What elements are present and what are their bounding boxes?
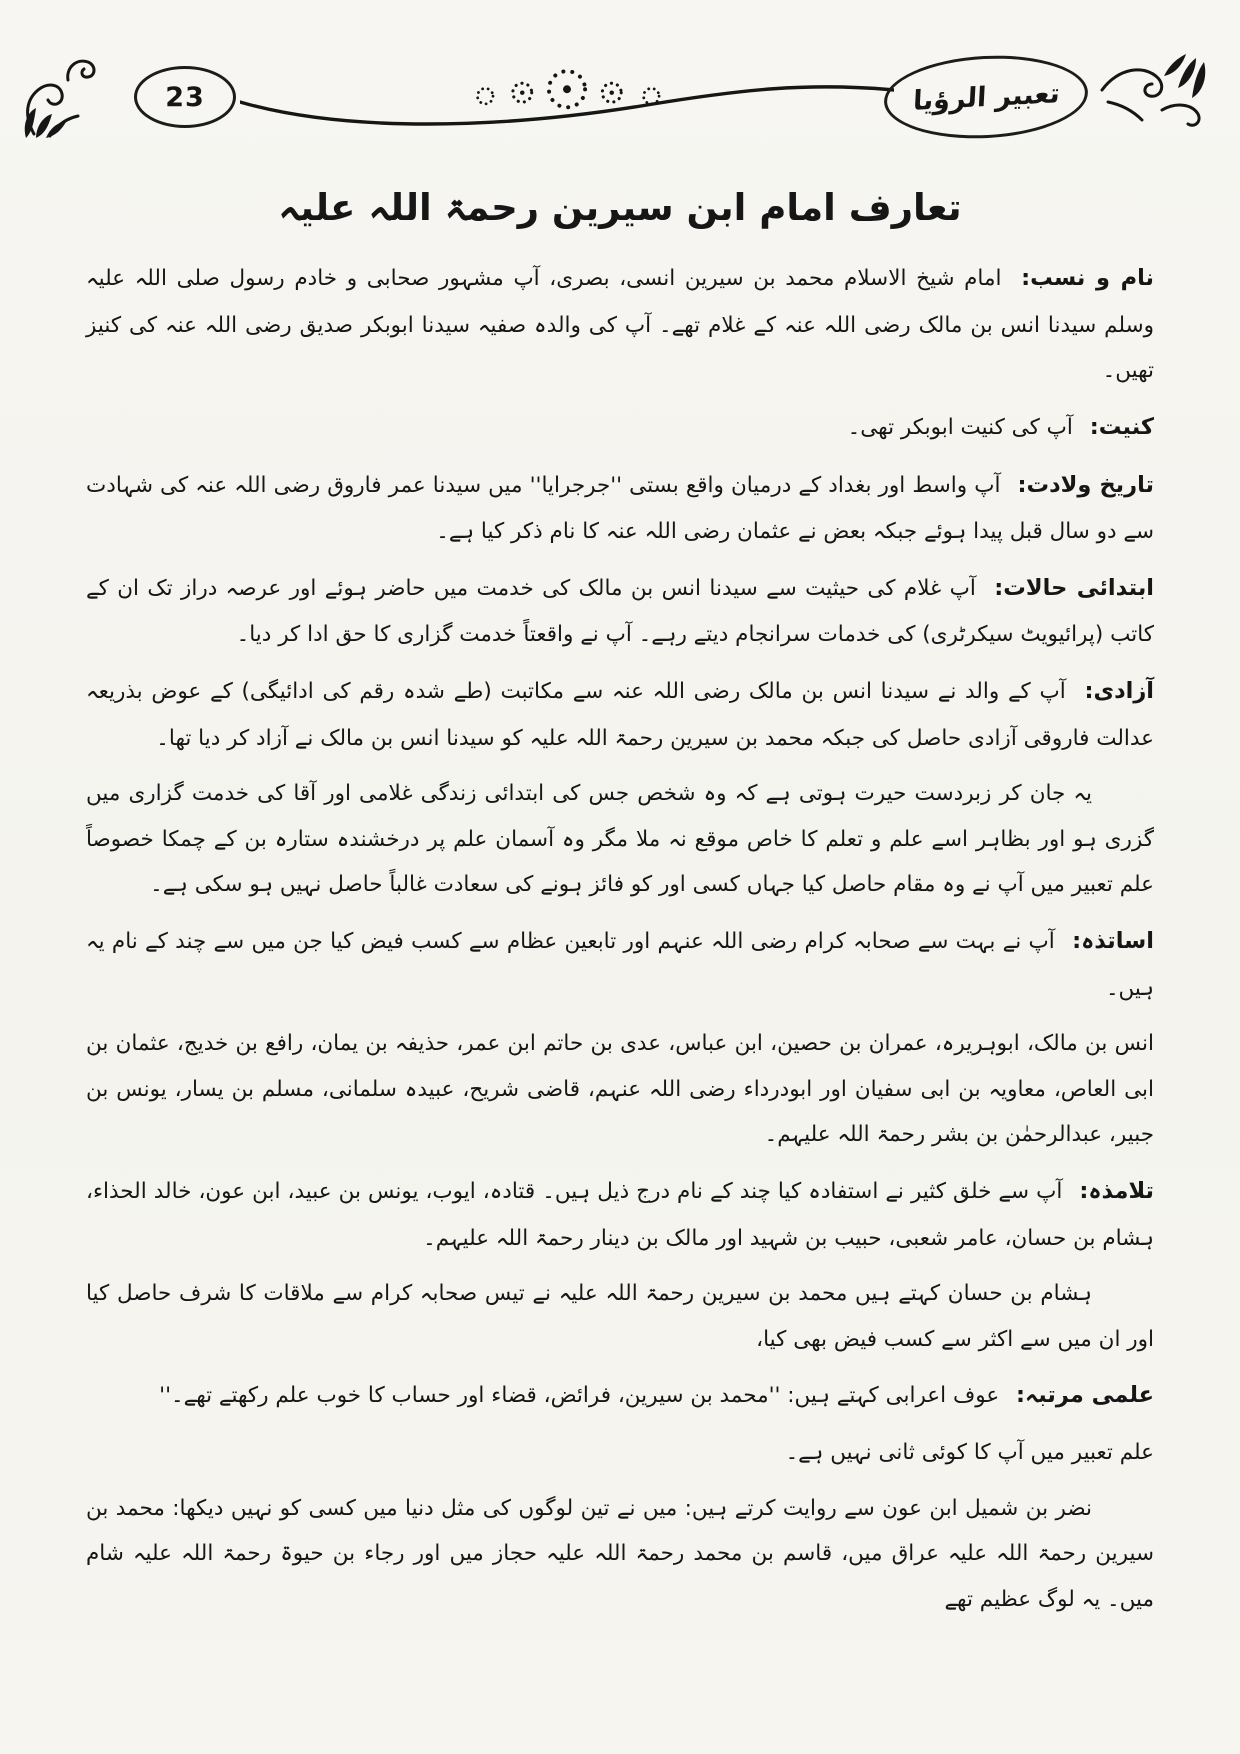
section-text: آپ واسط اور بغداد کے درمیان واقع بستی ''جرجرایا'' میں سیدنا عمر فاروق رضی اللہ عنہ کی شہادت سے دو سال قبل پیدا ہوئے جبکہ بعض نے عثمان رضی اللہ عنہ کا نام ذکر کیا ہے۔ [86, 472, 1154, 545]
chapter-heading: تعارف امام ابن سیرین رحمۃ اللہ علیہ [278, 186, 962, 229]
section-text: آپ کے والد نے سیدنا انس بن مالک رضی اللہ عنہ سے مکاتبت (طے شدہ رقم کی ادائیگی) کے عوض بذریعہ عدالت فاروقی آزادی حاصل کی جبکہ محمد بن سیرین رحمۃ اللہ علیہ کو سیدنا انس بن مالک نے آزاد کر دیا تھا۔ [86, 679, 1154, 751]
paragraph-nazr-bin-shumail [86, 1486, 1154, 1623]
paragraph-hisham-bin-hassan [86, 1271, 1154, 1362]
section-label: علمی مرتبہ: [1016, 1382, 1154, 1409]
section-text: علم تعبیر میں آپ کا کوئی ثانی نہیں ہے۔ [785, 1440, 1154, 1466]
paragraph-naam-o-nasab [86, 255, 1154, 394]
section-text: آپ نے بہت سے صحابہ کرام رضی اللہ عنہم اور تابعین عظام سے کسب فیض کیا جن میں سے چند کے نام یہ ہیں۔ [86, 929, 1154, 1001]
section-text: یہ جان کر زبردست حیرت ہوتی ہے کہ وہ شخص جس کی ابتدائی زندگی غلامی اور آقا کی خدمت گزاری میں گزری ہو اور بظاہر اسے علم و تعلم کا خاص موقع نہ ملا مگر وہ آسمان علم پر درخشندہ ستارہ بن کے چمکا خصوصاً علم تعبیر میں آپ نے وہ مقام حاصل کیا جہاں کسی اور کو فائز ہونے کی سعادت غالباً حاصل نہیں ہو سکی ہے۔ [86, 781, 1154, 898]
header-divider [240, 52, 894, 142]
paragraph-hairat [86, 771, 1154, 908]
book-title-cartouche [882, 51, 1090, 144]
section-label: تلامذہ: [1079, 1178, 1154, 1205]
floral-flourish-left-icon [20, 50, 130, 144]
paragraph-ilm-tabeer [86, 1430, 1154, 1476]
section-text: آپ غلام کی حیثیت سے سیدنا انس بن مالک کی خدمت میں حاضر ہوئے اور عرصہ دراز تک ان کے کاتب (پرائیویٹ سیکرٹری) کی خدمات سرانجام دیتے رہے۔ آپ نے واقعتاً خدمت گزاری کا حق ادا کر دیا۔ [86, 575, 1154, 648]
floral-flourish-right-icon [1092, 50, 1212, 144]
section-text: ہشام بن حسان کہتے ہیں محمد بن سیرین رحمۃ اللہ علیہ نے تیس صحابہ کرام سے ملاقات کا شرف حاصل کیا اور ان میں سے اکثر سے کسب فیض بھی کیا، [86, 1281, 1154, 1352]
section-label: اساتذہ: [1072, 928, 1154, 955]
section-label: نام و نسب: [1021, 265, 1155, 291]
section-text: عوف اعرابی کہتے ہیں: ''محمد بن سیرین، فرائض، قضاء اور حساب کا خوب علم رکھتے تھے۔'' [159, 1383, 1000, 1409]
section-text: امام شیخ الاسلام محمد بن سیرین انسی، بصری، آپ مشہور صحابی و خادم رسول صلی اللہ علیہ وسلم سیدنا انس بن مالک رضی اللہ عنہ کے غلام تھے۔ آپ کی والدہ صفیہ سیدنا ابوبکر صدیق رضی اللہ عنہ کی کنیز تھیں۔ [86, 266, 1154, 384]
section-text: نضر بن شمیل ابن عون سے روایت کرتے ہیں: میں نے تین لوگوں کی مثل دنیا میں کسی کو نہیں دیکھا: محمد بن سیرین رحمۃ اللہ علیہ عراق میں، قاسم بن محمد رحمۃ اللہ علیہ حجاز میں اور رجاء بن حیوۃ رحمۃ اللہ علیہ شام میں۔ یہ لوگ عظیم تھے [86, 1495, 1154, 1612]
section-label: آزادی: [1084, 678, 1154, 705]
paragraph-ibtidai-halaat [86, 565, 1154, 658]
paragraph-talaamizah [86, 1168, 1154, 1261]
section-label: ابتدائی حالات: [994, 574, 1154, 601]
dotted-rosette-ornament-icon [240, 52, 894, 142]
section-label: تاریخ ولادت: [1017, 471, 1154, 498]
section-label: کنیت: [1089, 413, 1154, 440]
page-number-oval [134, 66, 236, 128]
section-text: آپ کی کنیت ابوبکر تھی۔ [847, 414, 1073, 440]
book-title: تعبیر الرؤیا [911, 77, 1061, 117]
paragraph-kuniyat [86, 404, 1154, 452]
page-number: 23 [165, 81, 205, 113]
paragraph-asaatizah [86, 918, 1154, 1011]
page-body [0, 255, 1240, 1622]
paragraph-azaadi [86, 668, 1154, 761]
section-text: آپ سے خلق کثیر نے استفادہ کیا چند کے نام درج ذیل ہیں۔ قتادہ، ایوب، یونس بن عبید، ابن عون، خالد الحذاء، ہشام بن حسان، عامر شعبی، حبیب بن شہید اور مالک بن دینار رحمۃ اللہ علیہم۔ [86, 1179, 1154, 1251]
page-header [0, 0, 1240, 142]
paragraph-ilmi-martaba [86, 1372, 1154, 1420]
paragraph-tareekh-wiladat [86, 462, 1154, 555]
section-text: انس بن مالک، ابوہریرہ، عمران بن حصین، ابن عباس، عدی بن حاتم ابن عمر، حذیفہ بن یمان، رافع بن خدیج، عثمان بن ابی العاص، معاویہ بن ابی سفیان اور ابودرداء رضی اللہ عنہم، قاضی شریح، عبیدہ سلمانی، مسلم بن یسار، یونس بن جبیر، عبدالرحمٰن بن بشر رحمۃ اللہ علیہم۔ [86, 1031, 1154, 1148]
paragraph-asaatizah-names [86, 1021, 1154, 1158]
